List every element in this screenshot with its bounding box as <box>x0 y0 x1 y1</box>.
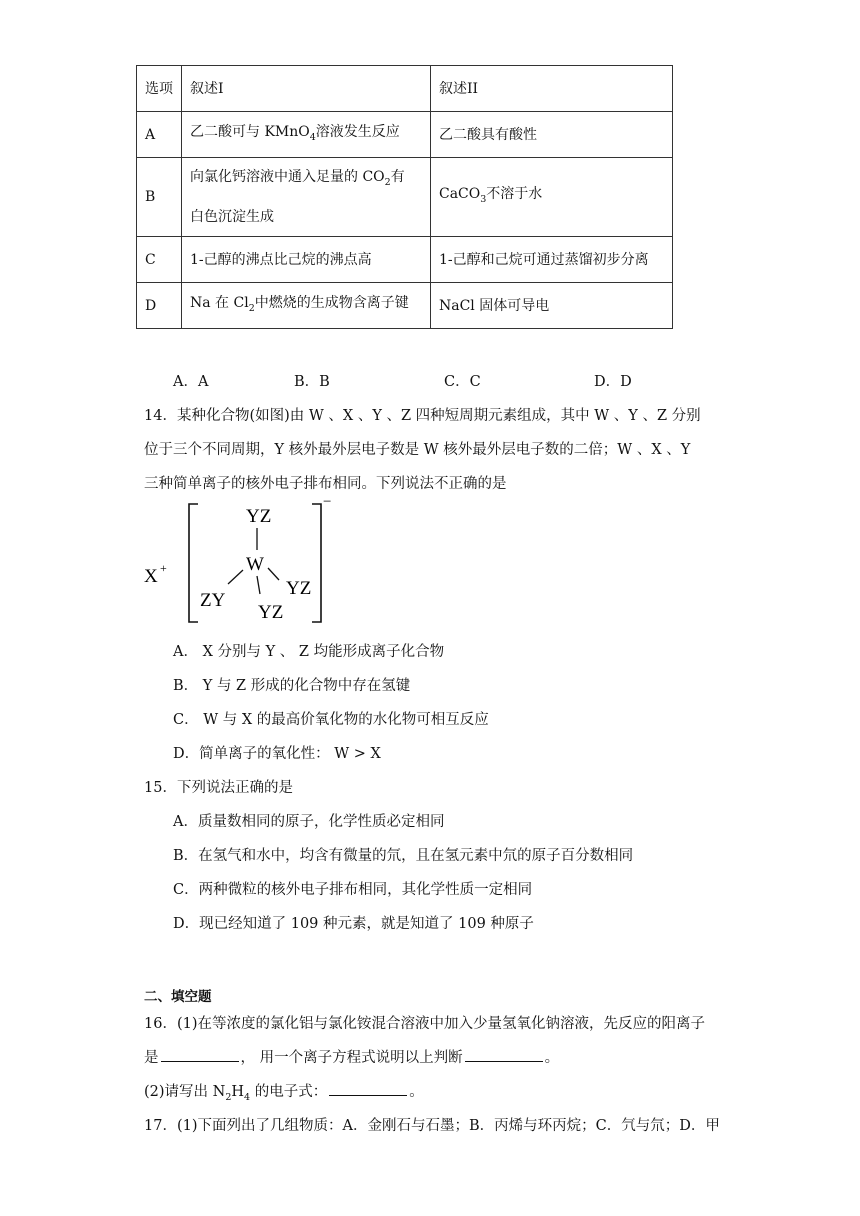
statement2-cell: 乙二酸具有酸性 <box>431 112 673 158</box>
text: (2)请写出 N <box>144 1084 226 1100</box>
table-row <box>137 283 673 329</box>
q15-option-a: A．质量数相同的原子，化学性质必定相同 <box>173 814 445 830</box>
text: 向氯化钙溶液中通入足量的 CO <box>190 169 385 186</box>
statement2-cell <box>431 158 673 237</box>
q14-stem-line3: 三种简单离子的核外电子排布相同。下列说法不正确的是 <box>144 476 507 492</box>
bottom-group-label: YZ <box>258 602 284 623</box>
answer-blank-2[interactable] <box>465 1047 543 1062</box>
q14-option-c: C． W 与 X 的最高价氧化物的水化物可相互反应 <box>173 712 489 728</box>
text: 。 <box>544 1050 560 1066</box>
q16-line2 <box>144 1046 559 1067</box>
table-header-cell: 选项 <box>137 66 182 112</box>
answer-blank-3[interactable] <box>329 1081 407 1096</box>
table-header-cell: 叙述I <box>182 66 431 112</box>
answer-blank-1[interactable] <box>161 1047 239 1062</box>
right-group-label: YZ <box>286 578 312 599</box>
text: 是 <box>144 1050 159 1066</box>
text: ， 用一个离子方程式说明以上判断 <box>240 1050 463 1066</box>
option-cell: D <box>137 283 182 329</box>
text: CaCO <box>439 186 481 203</box>
right-bracket <box>312 504 321 622</box>
subscript: 2 <box>225 1091 232 1103</box>
table-row <box>137 158 673 237</box>
q14-option-d: D．简单离子的氧化性： W > X <box>173 746 381 762</box>
statement1-cell: 1-己醇的沸点比己烷的沸点高 <box>182 237 431 283</box>
q15-option-b: B．在氢气和水中，均含有微量的氘，且在氢元素中氘的原子百分数相同 <box>173 848 634 864</box>
bottom-bond <box>257 576 260 594</box>
subscript: 4 <box>244 1091 251 1103</box>
compound-structure-diagram <box>140 496 340 630</box>
q13-option-b: B．B <box>294 374 330 390</box>
text: 的电子式： <box>250 1084 328 1100</box>
text: H <box>231 1084 245 1100</box>
center-atom-label: W <box>246 554 264 575</box>
right-bond <box>268 568 279 580</box>
top-group-label: YZ <box>246 506 272 527</box>
q16-line1: 16．(1)在等浓度的氯化铝与氯化铵混合溶液中加入少量氢氧化钠溶液，先反应的阳离子 <box>144 1016 705 1032</box>
text: 白色沉淀生成 <box>190 208 274 225</box>
option-cell: A <box>137 112 182 158</box>
subscript: 3 <box>480 193 487 205</box>
subscript: 2 <box>384 176 391 188</box>
statement2-cell: NaCl 固体可导电 <box>431 283 673 329</box>
q14-option-b: B． Y 与 Z 形成的化合物中存在氢键 <box>173 678 411 694</box>
cation-label: X <box>144 566 158 587</box>
text: 中燃烧的生成物含离子键 <box>254 294 409 311</box>
q15-option-c: C．两种微粒的核外电子排布相同，其化学性质一定相同 <box>173 882 533 898</box>
option-cell: B <box>137 158 182 237</box>
table-header-cell: 叙述II <box>431 66 673 112</box>
table-header-row <box>137 66 673 112</box>
statement2-cell: 1-己醇和己烷可通过蒸馏初步分离 <box>431 237 673 283</box>
subscript: 2 <box>248 302 255 314</box>
q17-line1: 17．(1)下面列出了几组物质：A．金刚石与石墨；B．丙烯与环丙烷；C．氕与氘；D．甲 <box>144 1118 720 1134</box>
text: 。 <box>409 1084 424 1100</box>
q15-stem: 15．下列说法正确的是 <box>144 780 293 796</box>
table-row <box>137 112 673 158</box>
text: 不溶于水 <box>486 186 543 203</box>
q15-option-d: D．现已经知道了 109 种元素，就是知道了 109 种原子 <box>173 916 534 932</box>
q13-table <box>136 65 673 329</box>
section-title: 二、填空题 <box>144 989 212 1005</box>
q14-option-a: A． X 分别与 Y 、 Z 均能形成离子化合物 <box>173 644 445 660</box>
table-row <box>137 237 673 283</box>
left-bond <box>228 570 243 584</box>
text: 有 <box>390 169 405 186</box>
text: 乙二酸可与 KMnO <box>190 123 310 140</box>
cation-charge: + <box>160 561 167 575</box>
q13-option-c: C．C <box>444 374 481 390</box>
left-group-label: ZY <box>200 590 226 611</box>
subscript: 4 <box>309 131 316 143</box>
q14-stem-line1: 14．某种化合物(如图)由 W 、X 、Y 、Z 四种短周期元素组成，其中 W 、Y 、Z 分别 <box>144 408 701 424</box>
q14-stem-line2: 位于三个不同周期，Y 核外最外层电子数是 W 核外最外层电子数的二倍；W 、X 、Y <box>144 442 691 458</box>
statement1-cell <box>182 112 431 158</box>
text: Na 在 Cl <box>190 294 249 311</box>
q13-option-d: D．D <box>594 374 632 390</box>
statement1-cell <box>182 283 431 329</box>
text: 溶液发生反应 <box>315 123 400 140</box>
anion-charge: − <box>323 496 332 510</box>
statement1-cell <box>182 158 431 237</box>
q16-line3 <box>144 1080 424 1103</box>
q13-option-a: A．A <box>173 374 209 390</box>
option-cell: C <box>137 237 182 283</box>
left-bracket <box>189 504 198 622</box>
